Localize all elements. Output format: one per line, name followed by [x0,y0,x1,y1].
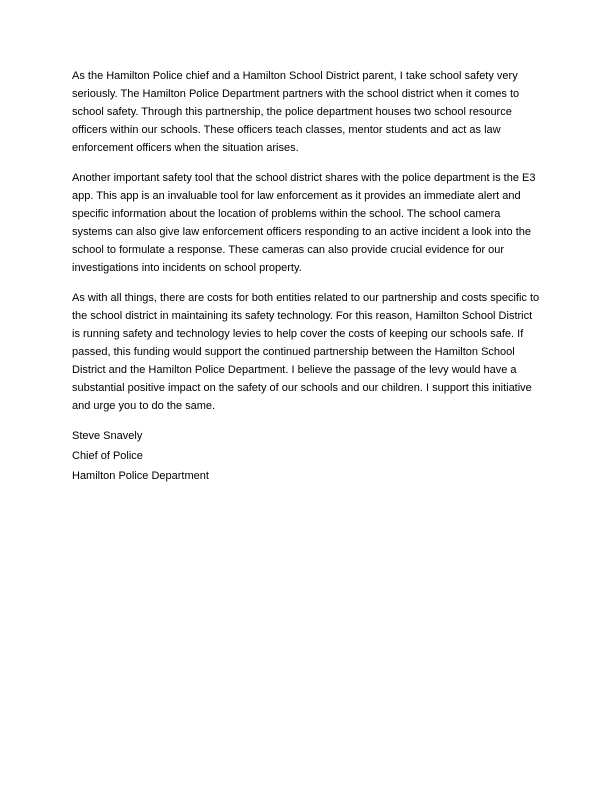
signature-title: Chief of Police [72,450,143,462]
body-paragraph-1: As the Hamilton Police chief and a Hamilton School District parent, I take school safety very seriously. The Hamilton Police Department partners with the school district when it comes to school safety. Through this partnership, the police department houses two school resource officers within our schools. These officers teach classes, mentor students and act as law enforcement officers when the situation arises. [72,70,520,154]
signature-name: Steve Snavely [72,430,143,442]
body-paragraph-2: Another important safety tool that the school district shares with the police department is the E3 app. This app is an invaluable tool for law enforcement as it provides an immediate alert and specific information about the location of problems within the school. The school camera systems can also give law enforcement officers responding to an active incident a look into the school to formulate a response. These cameras can also provide crucial evidence for our investigations into incidents on school property. [72,172,536,274]
signature-organization: Hamilton Police Department [72,470,209,482]
body-paragraph-3: As with all things, there are costs for both entities related to our partnership and costs specific to the school district in maintaining its safety technology. For this reason, Hamilton School District is running safety and technology levies to help cover the costs of keeping our schools safe. If passed, this funding would support the continued partnership between the Hamilton School District and the Hamilton Police Department. I believe the passage of the levy would have a substantial positive impact on the safety of our schools and our children. I support this initiative and urge you to do the same. [72,292,540,412]
signature-block [72,427,540,485]
